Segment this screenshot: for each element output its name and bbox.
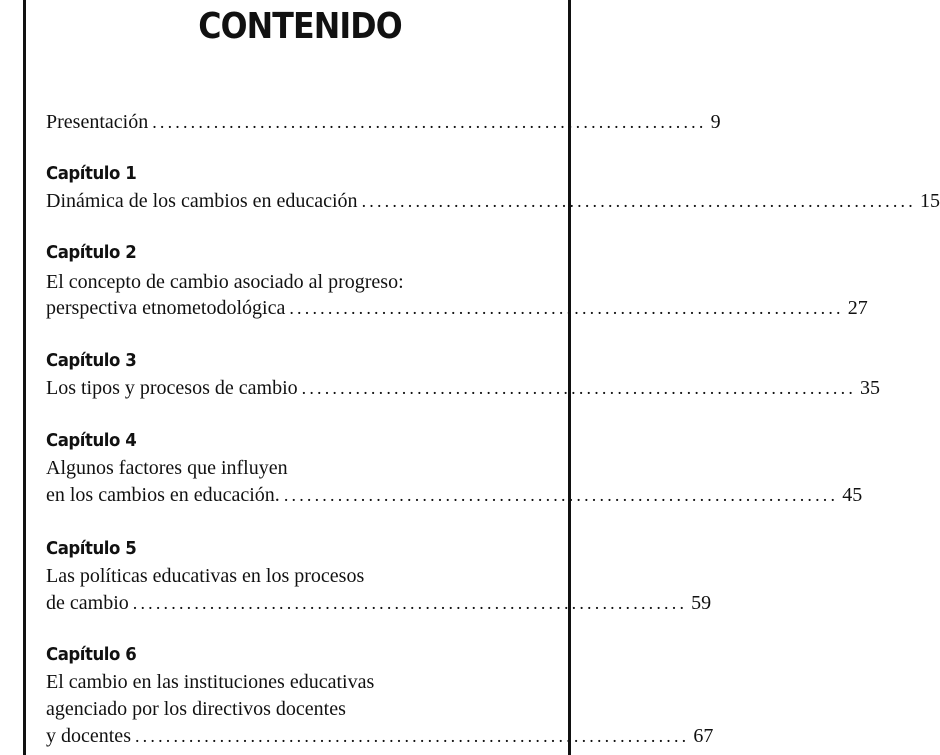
toc-page-number: 27 [847,297,868,319]
toc-entry-title: Los tipos y procesos de cambio [46,377,298,399]
toc-entry-chapter-6-line-2: agenciado por los directivos docentes [46,698,346,720]
chapter-label-5: Capítulo 5 [46,538,137,559]
dot-leader: ........................................................................ [283,485,839,505]
toc-page-number: 9 [710,111,721,133]
toc-entry-title: y docentes [46,725,131,747]
chapter-label-6: Capítulo 6 [46,644,137,665]
toc-entry-presentacion[interactable] [46,110,721,134]
toc-page-number: 59 [691,592,712,614]
toc-entry-chapter-1[interactable] [46,189,940,213]
toc-entry-title: Presentación [46,111,149,133]
toc-entry-title: Dinámica de los cambios en educación [46,190,358,212]
page-title: CONTENIDO [198,6,402,47]
toc-entry-chapter-6-line-1: El cambio en las instituciones educativas [46,671,375,693]
chapter-label-4: Capítulo 4 [46,430,137,451]
toc-entry-chapter-4-line-1: Algunos factores que influyen [46,457,288,479]
chapter-label-1: Capítulo 1 [46,163,137,184]
toc-entry-title: en los cambios en educación. [46,484,280,506]
dot-leader: ........................................................................ [301,378,857,398]
toc-page-number: 45 [842,484,863,506]
toc-entry-chapter-6[interactable] [46,724,714,748]
chapter-label-3: Capítulo 3 [46,350,137,371]
left-border-rule [23,0,26,755]
toc-entry-chapter-3[interactable] [46,376,881,400]
toc-entry-chapter-5[interactable] [46,591,712,615]
toc-page-number: 67 [693,725,714,747]
toc-page-number: 35 [860,377,881,399]
dot-leader: ........................................................................ [132,593,688,613]
toc-entry-chapter-2[interactable] [46,296,868,320]
chapter-label-2: Capítulo 2 [46,242,137,263]
dot-leader: ........................................................................ [152,112,707,132]
toc-page-number: 15 [919,190,940,212]
dot-leader: ........................................................................ [134,726,690,746]
dot-leader: ........................................................................ [361,191,916,211]
toc-entry-chapter-4[interactable] [46,483,863,507]
dot-leader: ........................................................................ [289,298,844,318]
toc-entry-chapter-5-line-1: Las políticas educativas en los procesos [46,565,365,587]
toc-entry-title: de cambio [46,592,129,614]
toc-entry-chapter-2-line-1: El concepto de cambio asociado al progreso: [46,271,404,293]
toc-entry-title: perspectiva etnometodológica [46,297,286,319]
